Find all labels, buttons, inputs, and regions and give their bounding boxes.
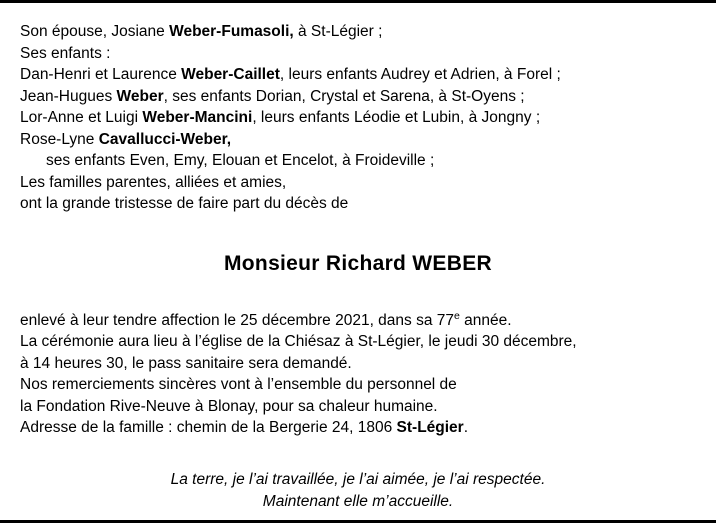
family-line <box>20 150 696 172</box>
text-run: à St-Légier ; <box>293 23 383 40</box>
text-run: à 14 heures 30, le pass sanitaire sera demandé. <box>20 354 352 372</box>
details-line <box>20 353 696 375</box>
text-run: . <box>463 419 469 436</box>
emphasized-text: Weber-Mancini <box>142 109 253 126</box>
details-line <box>20 417 696 439</box>
text-run: Lor-Anne et Luigi <box>20 109 143 126</box>
text-run: Son épouse, Josiane <box>20 23 170 40</box>
text-run: e <box>454 309 460 322</box>
details-line <box>20 396 696 418</box>
epitaph-line: Maintenant elle m’accueille. <box>262 492 454 510</box>
emphasized-text: Weber <box>116 87 164 105</box>
family-line <box>20 172 696 194</box>
family-line <box>20 21 696 43</box>
text-run: enlevé à leur tendre affection le 25 décembre 2021, dans sa 77 <box>20 311 455 329</box>
text-run: ont la grande tristesse de faire part du décès de <box>20 195 349 212</box>
family-line <box>20 86 696 108</box>
text-run: ses enfants Even, Emy, Elouan et Encelot, à Froideville ; <box>46 152 435 169</box>
text-run: année. <box>459 311 512 329</box>
emphasized-text: Cavallucci-Weber, <box>98 130 232 148</box>
text-run: Ses enfants : <box>20 44 111 62</box>
epitaph-block <box>20 469 696 513</box>
text-run: Jean-Hugues <box>20 87 117 105</box>
text-run: , ses enfants Dorian, Crystal et Sarena, à St-Oyens ; <box>163 87 525 105</box>
epitaph-line: La terre, je l’ai travaillée, je l’ai aimée, je l’ai respectée. <box>170 470 546 488</box>
family-line <box>20 64 696 86</box>
ceremony-details-block <box>20 310 696 439</box>
details-line <box>20 331 696 353</box>
text-run: Les familles parentes, alliées et amies, <box>20 173 287 191</box>
family-line <box>20 193 696 215</box>
emphasized-text: Weber-Fumasoli, <box>169 23 294 40</box>
text-run: Rose-Lyne <box>20 130 99 148</box>
details-line <box>20 374 696 396</box>
text-run: la Fondation Rive-Neuve à Blonay, pour sa chaleur humaine. <box>20 397 438 415</box>
emphasized-text: St-Légier <box>396 419 464 436</box>
text-run: , leurs enfants Léodie et Lubin, à Jongny ; <box>252 109 541 126</box>
details-line <box>20 310 696 332</box>
family-line <box>20 43 696 65</box>
text-run: Dan-Henri et Laurence <box>20 66 182 83</box>
deceased-name: Monsieur Richard WEBER <box>224 251 492 275</box>
text-run: Nos remerciements sincères vont à l’ensemble du personnel de <box>20 376 457 393</box>
text-run: Adresse de la famille : chemin de la Bergerie 24, 1806 <box>20 419 397 436</box>
family-members-block <box>20 21 696 215</box>
emphasized-text: Weber-Caillet <box>181 66 280 83</box>
text-run: , leurs enfants Audrey et Adrien, à Forel ; <box>279 66 561 83</box>
family-line <box>20 107 696 129</box>
text-run: La cérémonie aura lieu à l’église de la Chiésaz à St-Légier, le jeudi 30 décembre, <box>20 333 577 350</box>
family-line <box>20 129 696 151</box>
